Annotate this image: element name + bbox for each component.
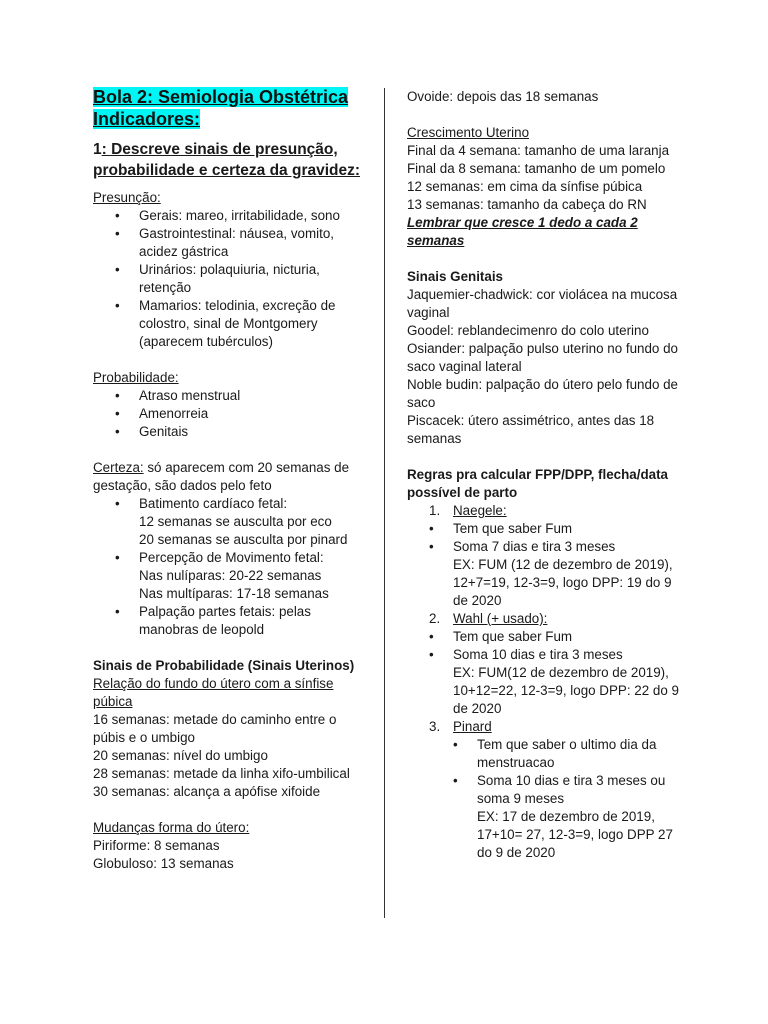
list-item: • Tem que saber Fum: [407, 628, 682, 646]
list-item: 1. Naegele:: [429, 503, 507, 518]
list-item: • Mamarios: telodinia, excreção de colostro, sinal de Montgomery (aparecem tubérculos): [93, 297, 368, 351]
text-line: 28 semanas: metade da linha xifo-umbilical: [93, 766, 350, 781]
text-line: Goodel: reblandecimenro do colo uterino: [407, 323, 649, 338]
text-line: Osiander: palpação pulso uterino no fundo do saco vaginal lateral: [407, 341, 678, 374]
list-item: • Urinários: polaquiuria, nicturia, retenção: [93, 261, 368, 297]
list-item: • Tem que saber Fum: [407, 520, 682, 538]
certeza-paragraph: Certeza: só aparecem com 20 semanas de gestação, são dados pelo feto: [93, 460, 350, 493]
text-line: Ovoide: depois das 18 semanas: [407, 89, 599, 104]
text-line: Final da 8 semana: tamanho de um pomelo: [407, 161, 666, 176]
presuncao-list: [93, 207, 368, 351]
list-item: • Percepção de Movimento fetal: Nas nulíparas: 20-22 semanas Nas multíparas: 17-18 semanas: [93, 549, 368, 603]
probabilidade-label: Probabilidade:: [93, 370, 179, 385]
text-line: 20 semanas: nível do umbigo: [93, 748, 268, 763]
question-heading: 1: Descreve sinais de presunção, probabilidade e certeza da gravidez:: [93, 141, 361, 179]
list-item: • Soma 7 dias e tira 3 meses EX: FUM (12 de dezembro de 2019), 12+7=19, 12-3=9, logo DPP: 19 do 9 de 2020: [407, 538, 682, 610]
page-title: Bola 2: Semiologia Obstétrica Indicadores:: [93, 87, 349, 129]
text-line: Piriforme: 8 semanas: [93, 838, 220, 853]
presuncao-label: Presunção:: [93, 190, 161, 205]
list-item: 3. Pinard: [429, 719, 492, 734]
list-item: • Soma 10 dias e tira 3 meses EX: FUM(12 de dezembro de 2019), 10+12=22, 12-3=9, logo DPP: 22 do 9 de 2020: [407, 646, 682, 718]
text-line: 16 semanas: metade do caminho entre o púbis e o umbigo: [93, 712, 337, 745]
column-divider: [384, 88, 385, 918]
certeza-list: [93, 495, 368, 639]
left-column: [93, 86, 368, 873]
naegele-sublist: [407, 520, 682, 610]
pinard-sublist: [407, 736, 682, 862]
right-column: [407, 88, 682, 862]
regras-list: [407, 502, 682, 520]
mudancas-label: Mudanças forma do útero:: [93, 820, 250, 835]
list-item: • Atraso menstrual: [93, 387, 368, 405]
sinais-prob-heading: Sinais de Probabilidade (Sinais Uterinos): [93, 658, 355, 673]
list-item: 2. Wahl (+ usado):: [429, 611, 548, 626]
crescimento-note: Lembrar que cresce 1 dedo a cada 2 semanas: [407, 215, 638, 248]
text-line: 30 semanas: alcança a apófise xifoide: [93, 784, 321, 799]
list-item: • Gerais: mareo, irritabilidade, sono: [93, 207, 368, 225]
crescimento-label: Crescimento Uterino: [407, 125, 530, 140]
text-line: 13 semanas: tamanho da cabeça do RN: [407, 197, 647, 212]
text-line: 12 semanas: em cima da sínfise púbica: [407, 179, 643, 194]
genitais-heading: Sinais Genitais: [407, 269, 504, 284]
list-item: • Gastrointestinal: náusea, vomito, acidez gástrica: [93, 225, 368, 261]
text-line: Noble budin: palpação do útero pelo fundo de saco: [407, 377, 679, 410]
list-item: • Batimento cardíaco fetal: 12 semanas se ausculta por eco 20 semanas se ausculta por pinard: [93, 495, 368, 549]
text-line: Final da 4 semana: tamanho de uma laranja: [407, 143, 670, 158]
probabilidade-list: [93, 387, 368, 441]
list-item: • Palpação partes fetais: pelas manobras de leopold: [93, 603, 368, 639]
list-item: • Tem que saber o ultimo dia da menstruacao: [407, 736, 682, 772]
list-item: • Amenorreia: [93, 405, 368, 423]
text-line: Globuloso: 13 semanas: [93, 856, 234, 871]
sinais-prob-sub: Relação do fundo do útero com a sínfise púbica: [93, 676, 334, 709]
list-item: • Genitais: [93, 423, 368, 441]
text-line: Jaquemier-chadwick: cor violácea na mucosa vaginal: [407, 287, 678, 320]
text-line: Piscacek: útero assimétrico, antes das 18 semanas: [407, 413, 655, 446]
list-item: • Soma 10 dias e tira 3 meses ou soma 9 meses EX: 17 de dezembro de 2019, 17+10= 27, 12-3=9, logo DPP 27 do 9 de 2020: [407, 772, 682, 862]
regras-heading: Regras pra calcular FPP/DPP, flecha/data possível de parto: [407, 467, 668, 500]
wahl-sublist: [407, 628, 682, 718]
